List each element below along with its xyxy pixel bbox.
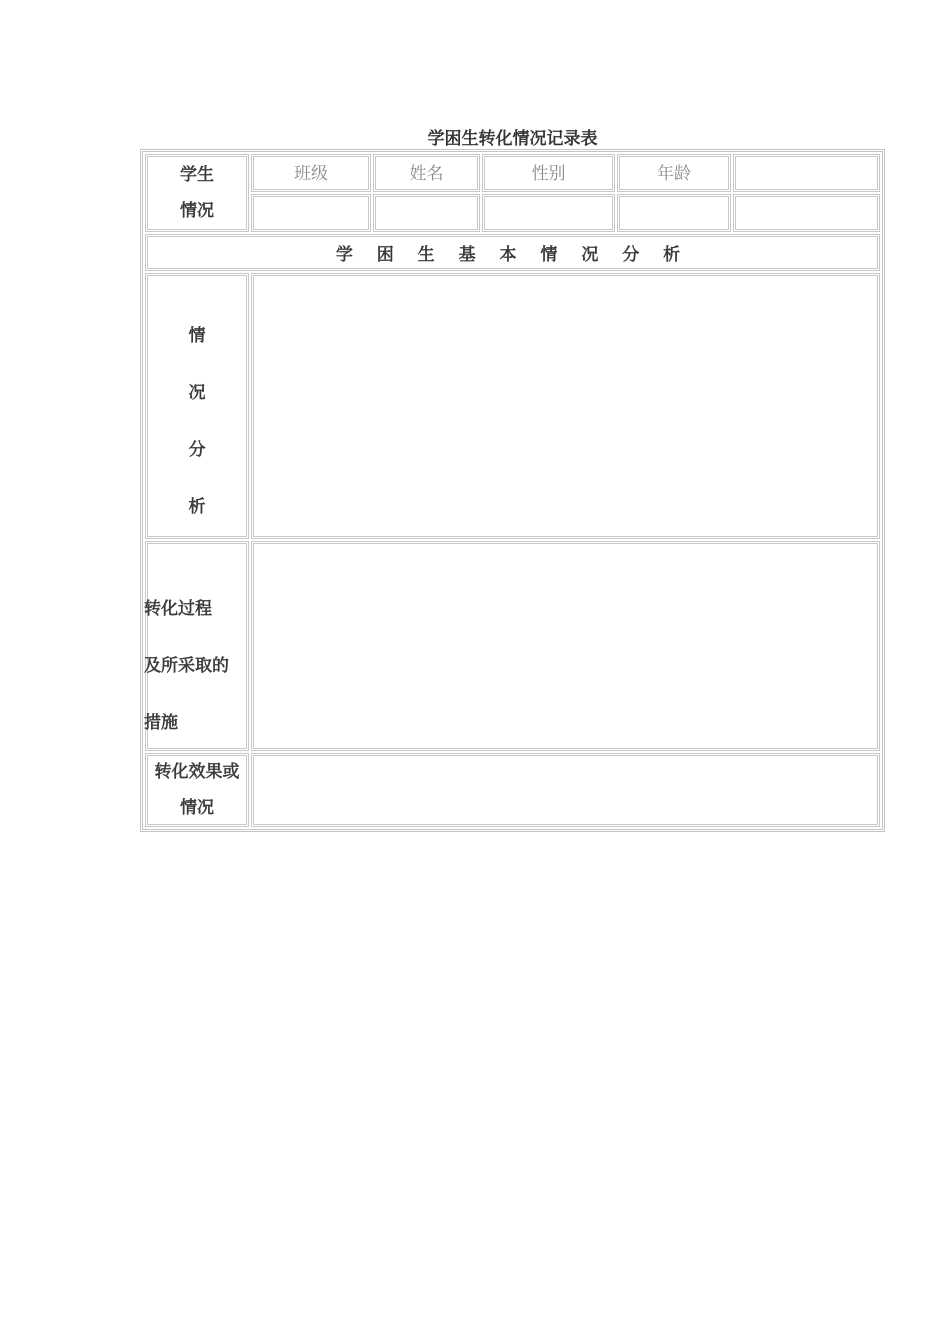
transformation-label-cell <box>145 541 249 751</box>
value-name-field[interactable] <box>373 194 480 232</box>
transformation-label-line: 转化过程 <box>144 599 212 619</box>
analysis-section-heading: 学 困 生 基 本 情 况 分 析 <box>145 234 880 271</box>
effect-label-line: 转化效果或 <box>154 762 240 782</box>
header-age: 年龄 <box>617 154 731 192</box>
student-info-label-line2: 情况 <box>180 201 214 221</box>
student-info-label-line1: 学生 <box>180 165 214 185</box>
header-class: 班级 <box>251 154 371 192</box>
transformation-label-line: 措施 <box>144 713 178 733</box>
header-gender: 性别 <box>482 154 615 192</box>
effect-content-field[interactable] <box>251 753 880 827</box>
value-gender-field[interactable] <box>482 194 615 232</box>
value-class-field[interactable] <box>251 194 371 232</box>
record-form-table <box>140 149 885 832</box>
value-extra-field[interactable] <box>733 194 880 232</box>
transformation-label-line: 及所采取的 <box>144 656 229 676</box>
transformation-content-field[interactable] <box>251 541 880 751</box>
header-name: 姓名 <box>373 154 480 192</box>
form-title: 学困生转化情况记录表 <box>427 129 598 149</box>
situation-analysis-char: 分 <box>188 439 206 460</box>
value-age-field[interactable] <box>617 194 731 232</box>
situation-analysis-char: 情 <box>188 325 206 346</box>
header-extra <box>733 154 880 192</box>
effect-label-cell <box>145 753 249 827</box>
situation-analysis-label-cell <box>145 273 249 539</box>
situation-analysis-char: 况 <box>188 382 206 403</box>
student-info-label-cell <box>145 154 249 232</box>
situation-analysis-content-field[interactable] <box>251 273 880 539</box>
situation-analysis-char: 析 <box>188 496 206 517</box>
effect-label-line: 情况 <box>180 798 214 818</box>
